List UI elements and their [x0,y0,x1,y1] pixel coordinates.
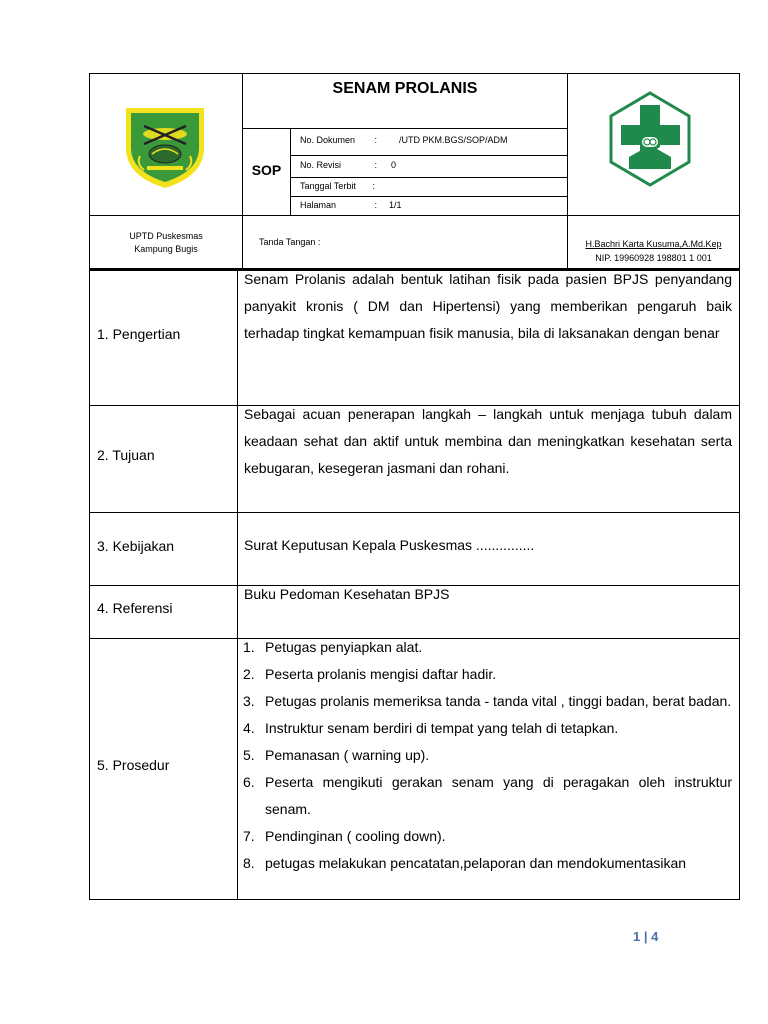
regional-shield-logo [122,104,208,190]
signer-name: H.Bachri Karta Kusuma,A.Md.Kep [585,239,722,249]
org-name [89,230,243,256]
section-label-tujuan: 2. Tujuan [97,447,155,463]
meta-row-dokumen [300,135,565,145]
org-line-2: Kampung Bugis [134,244,198,254]
meta-row-halaman [300,200,565,210]
list-item-text: petugas melakukan pencatatan,pelaporan dan mendokumentasikan [265,855,687,871]
meta-label: No. Dokumen [300,135,356,145]
list-item-text: Pemanasan ( warning up). [265,747,430,763]
page-number [633,929,658,944]
tujuan-text: Sebagai acuan penerapan langkah – langkah untuk menjaga tubuh dalam keadaan sehat dan aktif untuk membina dan meningkatkan kesehatan serta kebugaran, kesegeran jasmani dan rohani. [244,406,732,476]
list-item: 7. Pendinginan ( cooling down). [243,828,446,844]
list-item: 8. petugas melakukan pencatatan,pelaporan dan mendokumentasikan [243,855,687,871]
list-item-text: Petugas penyiapkan alat. [265,639,423,655]
list-item-text: Pendinginan ( cooling down). [265,828,446,844]
meta-row-revisi [300,160,565,170]
medical-cross-icon [609,91,691,187]
list-item-text: Instruktur senam berdiri di tempat yang telah di tetapkan. [265,720,619,736]
prosedur-list [239,634,732,877]
referensi-text: Buku Pedoman Kesehatan BPJS [244,586,450,602]
list-item: 4. Instruktur senam berdiri di tempat yang telah di tetapkan. [243,720,619,736]
meta-row-tanggal [300,181,565,191]
page-current: 1 [633,929,641,944]
meta-label: No. Revisi [300,160,342,170]
puskesmas-logo [609,91,691,187]
section-text-kebijakan [244,532,732,559]
list-item: 6. Peserta mengikuti gerakan senam yang di peragakan oleh instruktur senam. [243,774,732,817]
shield-emblem-icon [122,104,208,190]
meta-label: Halaman [300,200,337,210]
list-item-text: Petugas prolanis memeriksa tanda - tanda vital , tinggi badan, berat badan. [265,693,732,709]
list-item: 3. Petugas prolanis memeriksa tanda - tanda vital , tinggi badan, berat badan. [243,693,732,709]
list-item: 2. Peserta prolanis mengisi daftar hadir. [243,666,497,682]
meta-value: /UTD PKM.BGS/SOP/ADM [399,135,508,145]
section-label-prosedur: 5. Prosedur [97,757,170,773]
meta-sep: : [372,181,376,191]
org-line-1: UPTD Puskesmas [129,231,203,241]
signer-nip: NIP. 19960928 198801 1 001 [595,253,712,263]
section-label-pengertian: 1. Pengertian [97,326,181,342]
section-label-kebijakan: 3. Kebijakan [97,538,175,554]
section-text-pengertian [244,266,732,347]
meta-label: Tanggal Terbit [300,181,356,191]
section-text-referensi [244,581,732,608]
kebijakan-text: Surat Keputusan Kepala Puskesmas ............... [244,537,535,553]
signature-label: Tanda Tangan : [259,237,321,247]
signer-block [567,237,740,265]
list-item: 1. Petugas penyiapkan alat. [243,639,423,655]
list-item: 5. Pemanasan ( warning up). [243,747,430,763]
list-item-text: Peserta prolanis mengisi daftar hadir. [265,666,497,682]
meta-sep: : [374,160,378,170]
list-item-text: Peserta mengikuti gerakan senam yang di peragakan oleh instruktur senam. [265,774,732,817]
page-title: SENAM PROLANIS [332,80,478,97]
pengertian-text: Senam Prolanis adalah bentuk latihan fisik pada pasien BPJS penyandang panyakit kronis ( DM dan Hipertensi) yang memberikan pengaruh baik terhadap tingkat kemampuan fisik manusia, bila di laksanakan dengan benar [244,271,732,341]
section-label-referensi: 4. Referensi [97,600,173,616]
meta-sep: : [374,135,378,145]
section-text-tujuan [244,401,732,482]
section-list-prosedur [239,634,732,899]
page-separator: | [643,929,648,944]
meta-sep: : [374,200,378,210]
meta-value: 0 [391,160,397,170]
sop-label: SOP [251,162,282,178]
meta-value: 1/1 [389,200,402,210]
page-total: 4 [651,929,659,944]
